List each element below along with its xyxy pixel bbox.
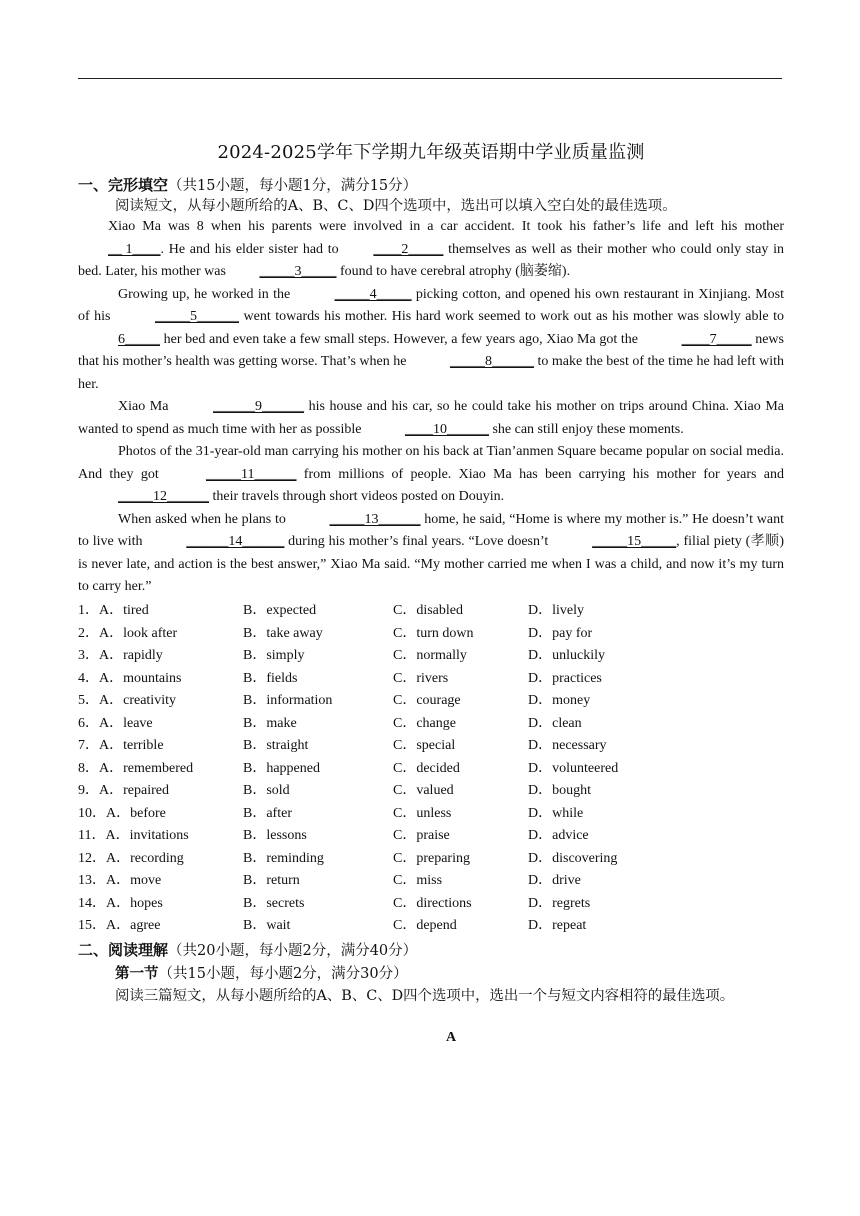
option-b: B．wait [243,918,291,933]
option-b: B．straight [243,738,309,753]
question-option-row [78,600,784,623]
sub-note: （共15小题，每小题2分，满分30分） [158,966,408,982]
option-d: D．necessary [528,738,607,753]
blank-13: _____13______ [329,511,421,527]
blank-7: ____7_____ [681,331,752,347]
option-d: D．regrets [528,895,591,911]
option-c: C．special [393,738,456,753]
cloze-passage [78,216,784,599]
option-c: C．preparing [393,850,470,866]
paragraph-4: Photos of the 31-year-old man carrying his mother on his back at Tian’anmen Square became popular on social media. And they got _____11______ from millions of people. Xiao Ma has been carrying his mother for years and _____12______ their travels through short videos posted on Douyin. [78,441,784,509]
blank-3: _____3_____ [259,264,337,279]
option-a: 6．A．leave [78,715,153,731]
section1-note: （共15小题，每小题1分，满分15分） [168,178,418,194]
option-b: B．lessons [243,828,307,843]
blank-12: _____12______ [118,489,209,504]
option-d: D．unluckily [528,648,605,663]
option-d: D．money [528,693,591,708]
option-d: D．drive [528,873,581,888]
section2-instruction: 阅读三篇短文，从每小题所给的A、B、C、D四个选项中，选出一个与短文内容相符的最佳选项。 [115,988,735,1004]
option-a: 13．A．move [78,873,162,888]
section1-heading [78,174,417,195]
option-a: 7．A．terrible [78,738,164,753]
section1-title: 一、完形填空 [78,176,169,194]
option-b: B．information [243,693,333,708]
option-c: C．depend [393,918,457,933]
header-rule [78,78,782,79]
paragraph-2: Growing up, he worked in the _____4_____ picking cotton, and opened his own restaurant in Xinjiang. Most of his _____5______ went towards his mother. His hard work seemed to work out as his mother was slowly able to 6_____ her bed and even take a few small steps. However, a few years ago, Xiao Ma got the ____7_____ news that his mother’s health was getting worse. That’s when he _____8______ to make the best of the time he had left with her. [78,284,784,397]
question-option-row [78,780,784,803]
option-d: D．advice [528,828,589,843]
blank-14: ______14______ [186,534,285,549]
blank-4: _____4_____ [334,286,412,302]
option-b: B．expected [243,603,317,618]
question-option-row [78,690,784,713]
question-option-row [78,735,784,758]
option-c: C．unless [393,805,452,821]
blank-8: _____8______ [449,354,534,369]
passage-label: A [445,1030,457,1045]
blank-1: __ 1____ [108,241,161,257]
option-d: D．practices [528,670,602,686]
option-c: C．change [393,715,456,731]
section2-heading [78,939,417,960]
option-d: D．volunteered [528,760,619,776]
blank-2: ____2_____ [373,241,444,257]
option-a: 15．A．agree [78,918,161,933]
question-option-row [78,713,784,736]
question-option-row [78,870,784,893]
blank-9: ______9______ [213,399,305,414]
option-c: C．turn down [393,625,474,641]
option-a: 9．A．repaired [78,783,169,798]
option-b: B．secrets [243,895,305,911]
blank-10: ____10______ [404,421,489,437]
option-c: C．praise [393,828,450,843]
option-d: D．discovering [528,850,618,866]
options-list [78,600,784,938]
question-option-row [78,668,784,691]
option-b: B．simply [243,648,305,663]
option-c: C．directions [393,895,472,911]
option-d: D．pay for [528,625,593,641]
option-b: B．take away [243,625,323,641]
option-b: B．reminding [243,850,324,866]
question-option-row [78,848,784,871]
option-b: B．fields [243,670,298,686]
option-d: D．bought [528,783,591,798]
option-a: 2．A．look after [78,625,178,641]
option-d: D．repeat [528,918,587,933]
option-c: C．rivers [393,670,449,686]
option-c: C．miss [393,873,443,888]
blank-5: _____5______ [155,309,240,324]
option-a: 12．A．recording [78,850,184,866]
option-c: C．decided [393,760,460,776]
exam-title: 2024-2025学年下学期九年级英语期中学业质量监测 [217,142,645,163]
option-b: B．return [243,873,300,888]
option-c: C．normally [393,648,467,663]
section2-title: 二、阅读理解 [78,941,169,959]
option-a: 11．A．invitations [78,828,189,843]
option-a: 5．A．creativity [78,693,176,708]
option-a: 10．A．before [78,805,166,821]
question-option-row [78,758,784,781]
option-a: 1．A．tired [78,603,149,618]
paragraph-1: Xiao Ma was 8 when his parents were involved in a car accident. It took his father’s life and left his mother __ 1____. He and his elder sister had to ____2_____ themselves as well as their mother who could only stay in bed. Later, his mother was _____3_____ found to have cerebral atrophy (脑萎缩). [78,216,784,284]
paragraph-3: Xiao Ma ______9______ his house and his car, so he could take his mother on trips around China. Xiao Ma wanted to spend as much time with her as possible ____10______ she can still enjoy these moments. [78,396,784,441]
question-option-row [78,893,784,916]
option-b: B．sold [243,783,290,798]
option-d: D．clean [528,715,582,731]
option-c: C．valued [393,783,454,798]
section1-instruction: 阅读短文，从每小题所给的A、B、C、D四个选项中，选出可以填入空白处的最佳选项。 [115,198,677,214]
option-a: 4．A．mountains [78,670,182,686]
option-c: C．disabled [393,603,463,618]
blank-11: _____11______ [206,466,297,482]
option-c: C．courage [393,693,461,708]
option-d: D．lively [528,603,584,618]
option-a: 8．A．remembered [78,760,194,776]
option-b: B．make [243,715,297,731]
question-option-row [78,803,784,826]
option-a: 3．A．rapidly [78,648,163,663]
blank-6: 6_____ [118,331,160,347]
option-b: B．after [243,805,292,821]
section2-note: （共20小题，每小题2分，满分40分） [168,943,418,959]
question-option-row [78,915,784,938]
question-option-row [78,645,784,668]
option-a: 14．A．hopes [78,895,163,911]
option-d: D．while [528,805,584,821]
option-b: B．happened [243,760,320,776]
blank-15: _____15_____ [592,534,677,549]
question-option-row [78,623,784,646]
question-option-row [78,825,784,848]
section2-subheading [115,962,408,983]
paragraph-5: When asked when he plans to _____13______ home, he said, “Home is where my mother is.” He doesn’t want to live with ______14______ during his mother’s final years. “Love doesn’t _____15_____, filial piety (孝顺) is never late, and action is the best answer,” Xiao Ma said. “My mother carried me when I was a child, and now it’s my turn to carry her.” [78,509,784,599]
sub-title: 第一节 [115,966,159,982]
